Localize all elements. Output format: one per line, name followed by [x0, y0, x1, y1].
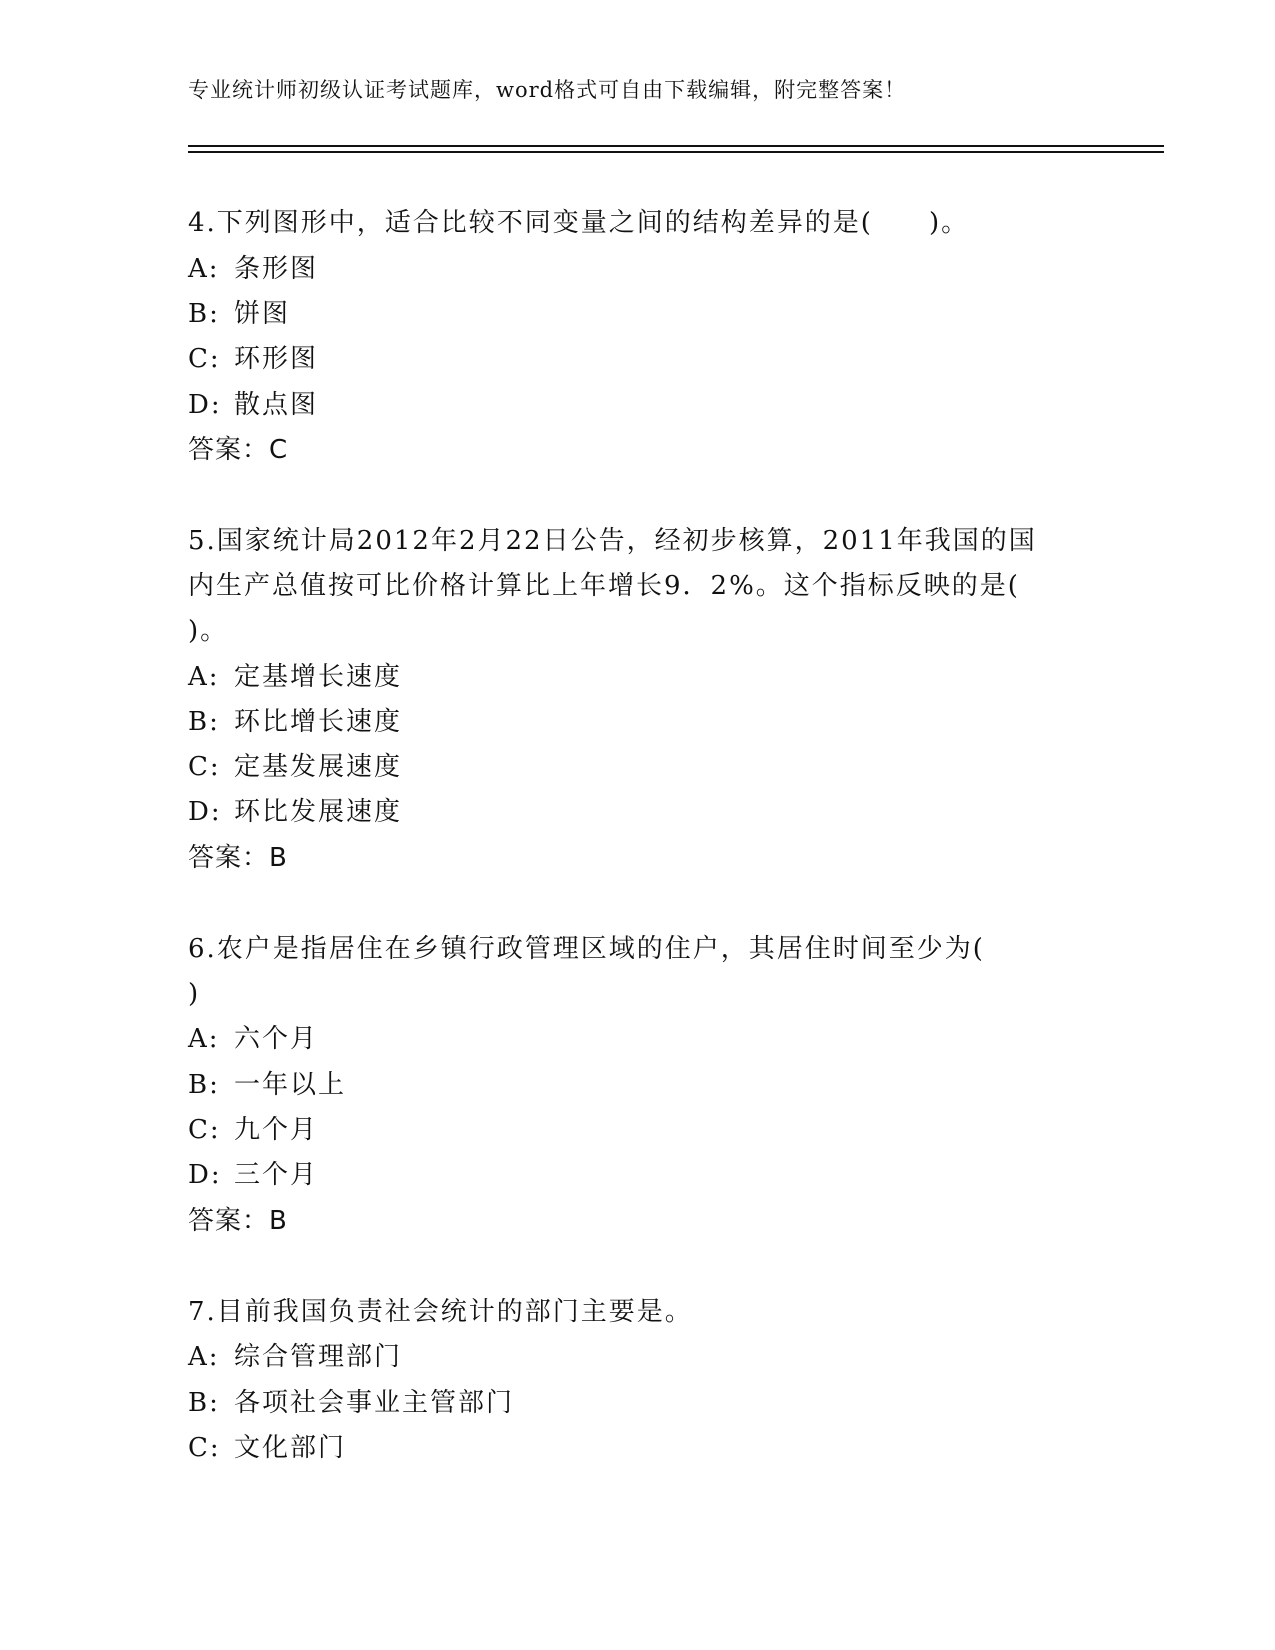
option-b [188, 1068, 346, 1102]
option-c [188, 1113, 318, 1147]
question-stem: ) [188, 979, 201, 1009]
option-letter: C: [188, 1433, 221, 1463]
option-c [188, 1431, 346, 1465]
option-text: 九个月 [234, 1115, 319, 1145]
option-letter: A: [188, 1342, 220, 1372]
answer-line: 答案：B [188, 843, 288, 873]
answer-line: 答案：C [188, 435, 289, 465]
option-c [188, 750, 402, 784]
option-a [188, 660, 402, 694]
question-stem: 4.下列图形中，适合比较不同变量之间的结构差异的是( )。 [188, 208, 970, 238]
question-stem: 7.目前我国负责社会统计的部门主要是。 [188, 1297, 693, 1327]
option-text: 一年以上 [234, 1070, 347, 1100]
option-text: 饼图 [234, 299, 291, 329]
answer-line: 答案：B [188, 1206, 288, 1236]
option-a [188, 1022, 318, 1056]
option-letter: D: [188, 390, 222, 420]
option-text: 散点图 [234, 390, 319, 420]
option-text: 定基发展速度 [234, 752, 403, 782]
option-a [188, 252, 318, 286]
question-stem: 内生产总值按可比价格计算比上年增长9．2%。这个指标反映的是( [188, 571, 1020, 601]
option-letter: D: [188, 797, 222, 827]
option-text: 条形图 [234, 254, 319, 284]
option-letter: B: [188, 707, 220, 737]
option-d [188, 388, 318, 422]
option-letter: A: [188, 254, 220, 284]
option-letter: B: [188, 1070, 220, 1100]
option-text: 环形图 [234, 344, 319, 374]
option-letter: B: [188, 299, 220, 329]
option-d [188, 1158, 318, 1192]
option-letter: D: [188, 1160, 222, 1190]
option-b [188, 297, 290, 331]
option-text: 综合管理部门 [234, 1342, 403, 1372]
option-text: 环比增长速度 [234, 707, 403, 737]
option-d [188, 795, 402, 829]
option-letter: A: [188, 1024, 220, 1054]
question-stem: )。 [188, 616, 229, 646]
question-stem: 5.国家统计局2012年2月22日公告，经初步核算，2011年我国的国 [188, 526, 1037, 556]
option-letter: C: [188, 1115, 221, 1145]
option-text: 定基增长速度 [234, 662, 403, 692]
option-text: 六个月 [234, 1024, 319, 1054]
option-b [188, 1386, 514, 1420]
option-letter: B: [188, 1388, 220, 1418]
option-letter: C: [188, 344, 221, 374]
option-text: 文化部门 [234, 1433, 347, 1463]
option-c [188, 342, 318, 376]
option-letter: C: [188, 752, 221, 782]
question-stem: 6.农户是指居住在乡镇行政管理区域的住户，其居住时间至少为( [188, 934, 985, 964]
page-header: 专业统计师初级认证考试题库，word格式可自由下载编辑，附完整答案！ [188, 78, 907, 102]
option-letter: A: [188, 662, 220, 692]
option-b [188, 705, 402, 739]
header-rule-bottom [188, 151, 1164, 153]
header-rule-top [188, 145, 1164, 147]
option-a [188, 1340, 402, 1374]
option-text: 三个月 [234, 1160, 319, 1190]
option-text: 环比发展速度 [234, 797, 403, 827]
option-text: 各项社会事业主管部门 [234, 1388, 515, 1418]
